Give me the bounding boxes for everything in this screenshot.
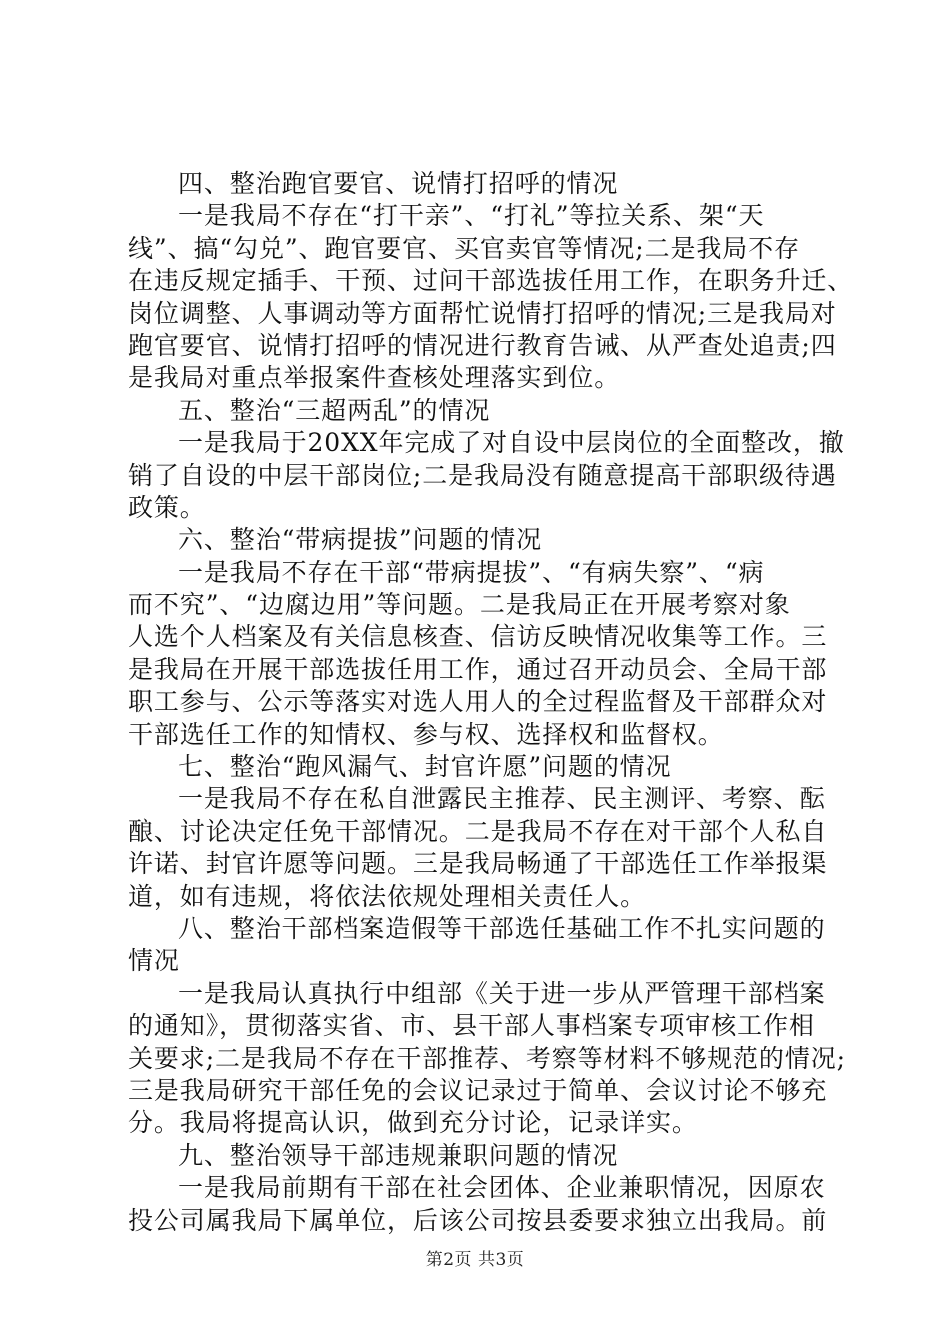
text-line: 情况 bbox=[128, 946, 180, 976]
text-line: 道，如有违规，将依法依规处理相关责任人。 bbox=[128, 881, 647, 911]
text-line: 职工参与、公示等落实对选人用人的全过程监督及干部群众对 bbox=[128, 687, 828, 717]
text-line: 在违反规定插手、干预、过问干部选拔任用工作，在职务升迁、 bbox=[128, 266, 854, 296]
text-line: 线”、搞“勾兑”、跑官要官、买官卖官等情况;二是我局不存 bbox=[128, 233, 800, 263]
text-line: 七、整治“跑风漏气、封官许愿”问题的情况 bbox=[178, 752, 672, 782]
text-line: 酿、讨论决定任免干部情况。二是我局不存在对干部个人私自 bbox=[128, 816, 828, 846]
text-line: 是我局对重点举报案件查核处理落实到位。 bbox=[128, 363, 621, 393]
text-line: 八、整治干部档案造假等干部选任基础工作不扎实问题的 bbox=[178, 913, 826, 943]
text-line: 许诺、封官许愿等问题。三是我局畅通了干部选任工作举报渠 bbox=[128, 849, 828, 879]
text-line: 一是我局不存在干部“带病提拔”、“有病失察”、“病 bbox=[178, 557, 765, 587]
text-line: 而不究”、“边腐边用”等问题。二是我局正在开展考察对象 bbox=[128, 590, 791, 620]
text-line: 六、整治“带病提拔”问题的情况 bbox=[178, 525, 543, 555]
text-line: 一是我局前期有干部在社会团体、企业兼职情况，因原农 bbox=[178, 1173, 826, 1203]
text-line: 干部选任工作的知情权、参与权、选择权和监督权。 bbox=[128, 719, 724, 749]
text-line: 关要求;二是我局不存在干部推荐、考察等材料不够规范的情况; bbox=[128, 1043, 846, 1073]
text-line: 分。我局将提高认识，做到充分讨论，记录详实。 bbox=[128, 1108, 698, 1138]
text-line: 一是我局认真执行中组部《关于进一步从严管理干部档案 bbox=[178, 978, 826, 1008]
text-line: 政策。 bbox=[128, 492, 206, 522]
text-line: 是我局在开展干部选拔任用工作，通过召开动员会、全局干部 bbox=[128, 654, 828, 684]
text-line: 三是我局研究干部任免的会议记录过于简单、会议讨论不够充 bbox=[128, 1075, 828, 1105]
text-line: 投公司属我局下属单位，后该公司按县委要求独立出我局。前 bbox=[128, 1205, 828, 1235]
text-line: 人选个人档案及有关信息核查、信访反映情况收集等工作。三 bbox=[128, 622, 828, 652]
text-line: 一是我局不存在私自泄露民主推荐、民主测评、考察、酝 bbox=[178, 784, 826, 814]
document-body bbox=[128, 168, 854, 1237]
text-line: 一是我局不存在“打干亲”、“打礼”等拉关系、架“天 bbox=[178, 201, 765, 231]
text-line: 的通知》，贯彻落实省、市、县干部人事档案专项审核工作相 bbox=[128, 1011, 815, 1041]
text-line: 岗位调整、人事调动等方面帮忙说情打招呼的情况;三是我局对 bbox=[128, 298, 837, 328]
text-line: 一是我局于20XX年完成了对自设中层岗位的全面整改，撤 bbox=[178, 428, 845, 458]
text-line: 九、整治领导干部违规兼职问题的情况 bbox=[178, 1140, 619, 1170]
text-line: 跑官要官、说情打招呼的情况进行教育告诫、从严查处追责;四 bbox=[128, 330, 837, 360]
text-line: 销了自设的中层干部岗位;二是我局没有随意提高干部职级待遇 bbox=[128, 460, 837, 490]
text-line: 五、整治“三超两乱”的情况 bbox=[178, 395, 491, 425]
page-footer: 第2页 共3页 bbox=[425, 1250, 525, 1270]
text-line: 四、整治跑官要官、说情打招呼的情况 bbox=[178, 169, 619, 198]
